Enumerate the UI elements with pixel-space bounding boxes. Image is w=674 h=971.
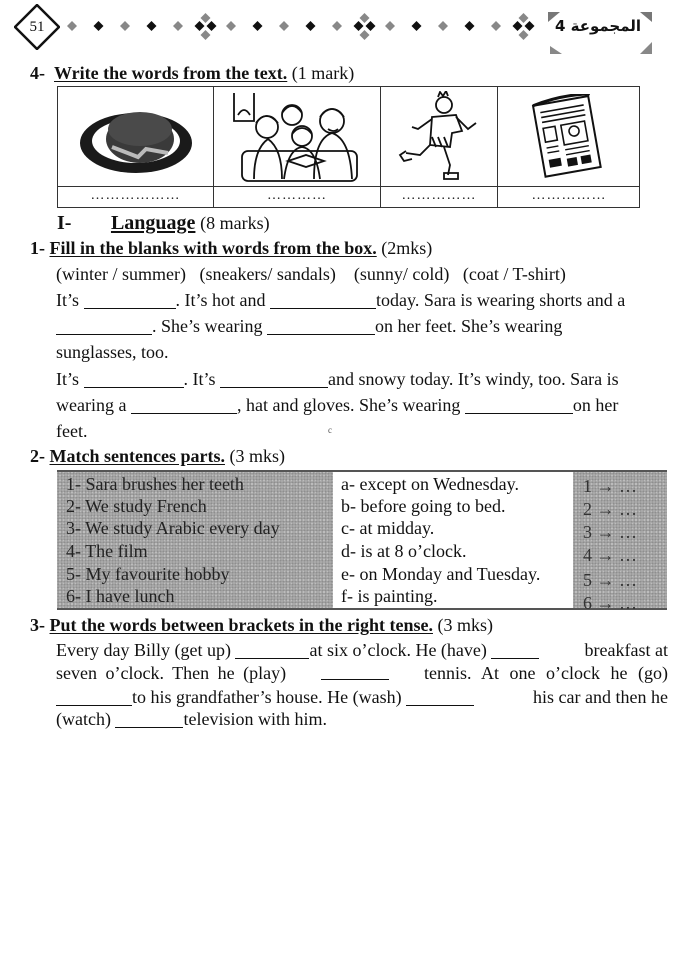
fill-blank[interactable] xyxy=(56,317,152,335)
language-marks: (8 marks) xyxy=(200,213,270,233)
picture-cell xyxy=(214,87,381,207)
word-option: (winter / summer) xyxy=(56,264,186,284)
fill-blank[interactable] xyxy=(56,688,132,706)
match-middle-column xyxy=(333,472,573,608)
decorative-diamond-icon xyxy=(519,13,529,23)
q1-number: 1- xyxy=(30,238,45,258)
language-number: I- xyxy=(57,212,72,234)
language-heading xyxy=(57,210,270,237)
match-left-column xyxy=(57,472,333,608)
text: sunglasses, too. xyxy=(56,342,169,362)
match-answer-slot[interactable]: 6 → … xyxy=(583,593,637,613)
decorative-diamond-icon xyxy=(201,30,211,40)
q3-title: Put the words between brackets in the right tense. xyxy=(49,615,433,635)
q1-line xyxy=(56,392,618,418)
decorative-diamond-icon xyxy=(207,21,217,31)
q3-heading xyxy=(30,612,493,638)
decorative-diamond-icon xyxy=(306,21,316,31)
decorative-diamond-icon xyxy=(94,21,104,31)
q2-title: Match sentences parts. xyxy=(49,446,225,466)
match-sentence-end: c- at midday. xyxy=(341,518,435,538)
decorative-diamond-border xyxy=(60,8,540,48)
section4-heading xyxy=(30,60,354,86)
picture-cell xyxy=(498,87,640,207)
text: tennis. At one o’clock he (go) xyxy=(424,663,668,683)
newspaper-icon xyxy=(529,94,609,180)
text: television with him. xyxy=(183,709,327,729)
decorative-diamond-icon xyxy=(360,30,370,40)
text: , hat and gloves. She’s wearing xyxy=(236,395,465,415)
running-boy-icon xyxy=(394,91,484,183)
word-option: (coat / T-shirt) xyxy=(462,264,566,284)
text: It’s xyxy=(56,369,84,389)
match-sentence-end: f- is painting. xyxy=(341,586,438,606)
decorative-diamond-icon xyxy=(120,21,130,31)
word-option: (sneakers/ sandals) xyxy=(199,264,336,284)
answer-blank[interactable]: ……………… xyxy=(90,188,181,203)
fill-blank[interactable] xyxy=(465,396,573,414)
q1-line xyxy=(56,313,562,339)
match-answer-slot[interactable]: 2 → … xyxy=(583,499,637,519)
q1-heading xyxy=(30,235,432,261)
picture-cell xyxy=(58,87,214,207)
word-option: (sunny/ cold) xyxy=(353,264,450,284)
fill-blank[interactable] xyxy=(84,370,184,388)
fill-blank[interactable] xyxy=(220,370,328,388)
q1-marks: (2mks) xyxy=(381,238,433,258)
decorative-diamond-icon xyxy=(332,21,342,31)
fill-blank[interactable] xyxy=(321,662,389,680)
page-number: 51 xyxy=(29,18,45,35)
text: (watch) xyxy=(56,709,116,729)
answer-blank[interactable]: ………… xyxy=(267,188,327,203)
decorative-diamond-icon xyxy=(412,21,422,31)
section4-number: 4- xyxy=(30,63,45,83)
decorative-diamond-icon xyxy=(513,21,523,31)
stray-mark-icon: c xyxy=(328,425,332,435)
fill-blank[interactable] xyxy=(267,317,375,335)
text: . It’s xyxy=(183,369,221,389)
match-sentence-start: 6- I have lunch xyxy=(66,586,175,606)
match-answer-column xyxy=(573,472,667,613)
match-sentence-start: 3- We study Arabic every day xyxy=(66,518,280,538)
text: feet. xyxy=(56,421,88,441)
q3-marks: (3 mks) xyxy=(437,615,493,635)
match-sentence-start: 5- My favourite hobby xyxy=(66,564,230,584)
decorative-diamond-icon xyxy=(491,21,501,31)
picture-cell xyxy=(381,87,498,207)
section4-title: Write the words from the text. xyxy=(54,63,288,83)
q2-heading xyxy=(30,443,285,469)
text: wearing a xyxy=(56,395,131,415)
section4-marks: (1 mark) xyxy=(291,63,355,83)
family-reading-icon xyxy=(232,91,362,183)
decorative-diamond-icon xyxy=(385,21,395,31)
match-sentence-end: d- is at 8 o’clock. xyxy=(341,541,467,561)
answer-blank[interactable]: …………… xyxy=(401,188,477,203)
q1-line xyxy=(56,366,619,392)
fill-blank[interactable] xyxy=(406,688,474,706)
decorative-diamond-icon xyxy=(226,21,236,31)
match-sentence-start: 1- Sara brushes her teeth xyxy=(66,474,244,494)
q1-line xyxy=(56,287,625,313)
answer-blank[interactable]: …………… xyxy=(531,188,607,203)
text: It’s xyxy=(56,290,84,310)
match-table xyxy=(57,470,667,613)
text: seven o’clock. Then he (play) xyxy=(56,663,287,683)
decorative-diamond-icon xyxy=(201,13,211,23)
fill-blank[interactable] xyxy=(84,291,176,309)
fill-blank[interactable] xyxy=(115,710,183,728)
decorative-diamond-icon xyxy=(147,21,157,31)
text: on her xyxy=(572,395,619,415)
word-box xyxy=(56,261,566,287)
group-title: المجموعة 4 xyxy=(554,17,642,35)
decorative-diamond-icon xyxy=(366,21,376,31)
picture-table xyxy=(57,86,640,208)
decorative-diamond-icon xyxy=(525,21,535,31)
q2-marks: (3 mks) xyxy=(229,446,285,466)
match-sentence-end: b- before going to bed. xyxy=(341,496,506,516)
text: today. Sara is wearing shorts and a xyxy=(376,290,626,310)
q3-line xyxy=(56,706,327,732)
text: . It’s hot and xyxy=(175,290,271,310)
decorative-diamond-icon xyxy=(360,13,370,23)
match-sentence-start: 2- We study French xyxy=(66,496,207,516)
text: and snowy today. It’s windy, too. Sara is xyxy=(328,369,619,389)
text: at six o’clock. He (have) xyxy=(309,640,492,660)
match-sentence-end: a- except on Wednesday. xyxy=(341,474,519,494)
decorative-diamond-icon xyxy=(195,21,205,31)
match-answer-slot[interactable]: 3 → … xyxy=(583,522,637,542)
fill-blank[interactable] xyxy=(235,641,309,659)
text: Every day Billy (get up) xyxy=(56,640,236,660)
q2-number: 2- xyxy=(30,446,45,466)
q1-line xyxy=(56,418,87,444)
text: . She’s wearing xyxy=(152,316,267,336)
text: breakfast at xyxy=(584,640,668,660)
decorative-diamond-icon xyxy=(438,21,448,31)
decorative-diamond-icon xyxy=(67,21,77,31)
match-answer-slot[interactable]: 4 → … xyxy=(583,545,637,565)
match-sentence-start: 4- The film xyxy=(66,541,148,561)
text: to his grandfather’s house. He (wash) xyxy=(132,687,407,707)
decorative-diamond-icon xyxy=(519,30,529,40)
decorative-diamond-icon xyxy=(253,21,263,31)
fill-blank[interactable] xyxy=(131,396,237,414)
text: on her feet. She’s wearing xyxy=(374,316,563,336)
decorative-diamond-icon xyxy=(279,21,289,31)
text: his car and then he xyxy=(533,687,668,707)
match-answer-slot[interactable]: 5 → … xyxy=(583,570,637,590)
q3-number: 3- xyxy=(30,615,45,635)
match-sentence-end: e- on Monday and Tuesday. xyxy=(341,564,541,584)
fill-blank[interactable] xyxy=(270,291,376,309)
match-answer-slot[interactable]: 1 → … xyxy=(583,476,637,496)
fill-blank[interactable] xyxy=(491,641,539,659)
language-title: Language xyxy=(110,212,196,234)
q1-line xyxy=(56,339,169,365)
decorative-diamond-icon xyxy=(465,21,475,31)
decorative-diamond-icon xyxy=(173,21,183,31)
sandwich-icon xyxy=(76,97,196,177)
q1-title: Fill in the blanks with words from the box. xyxy=(49,238,377,258)
q3-line xyxy=(56,660,668,686)
decorative-diamond-icon xyxy=(354,21,364,31)
